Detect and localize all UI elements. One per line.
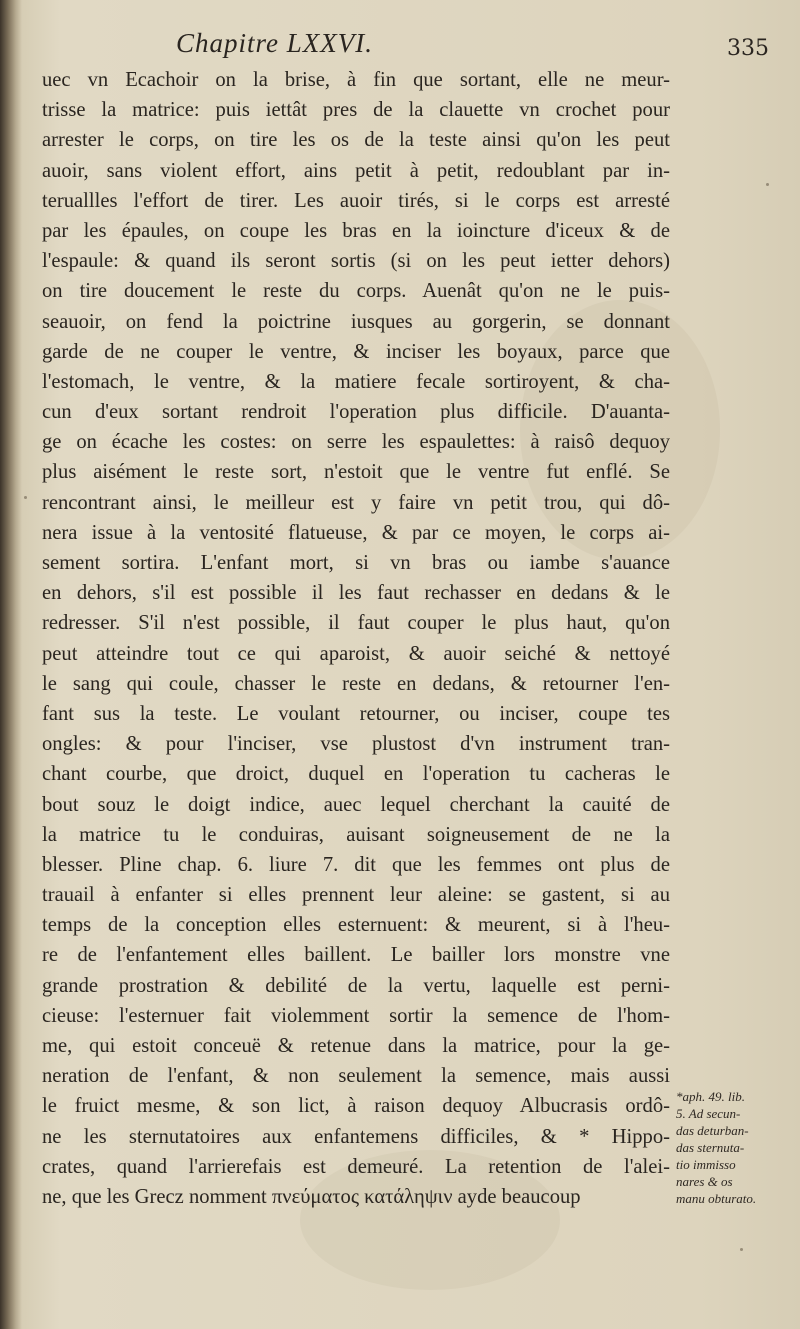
paper-speck [766, 183, 769, 186]
text-line: neration de l'enfant, & non seulement la semence, mais aussi [42, 1065, 670, 1088]
text-line: nera issue à la ventosité flatueuse, & par ce moyen, le corps ai- [42, 521, 670, 544]
text-line: plus aisément le reste sort, n'estoit que le ventre fut enflé. Se [42, 461, 670, 484]
page-number: 335 [727, 36, 769, 61]
margin-note [676, 1088, 794, 1207]
text-line: ongles: & pour l'inciser, vse plustost d'vn instrument tran- [42, 733, 670, 756]
margin-note-line: tio immisso [676, 1157, 736, 1172]
text-line: teruallles l'effort de tirer. Les auoir tirés, si le corps est arresté [42, 189, 670, 212]
text-line: uec vn Ecachoir on la brise, à fin que sortant, elle ne meur- [42, 69, 670, 91]
text-line: fant sus la teste. Le voulant retourner, ou inciser, coupe tes [42, 702, 670, 725]
text-line: redresser. S'il n'est possible, il faut couper le plus haut, qu'on [42, 612, 670, 635]
text-line: en dehors, s'il est possible il les faut rechasser en dedans & le [42, 582, 670, 605]
text-line: bout souz le doigt indice, auec lequel cherchant la cauité de [42, 793, 670, 816]
margin-note-line: nares & os [676, 1174, 733, 1189]
text-line: la matrice tu le conduiras, auisant soigneusement de ne la [42, 823, 670, 846]
text-line: temps de la conception elles esternuent: & meurent, si à l'heu- [42, 914, 670, 937]
text-line: crates, quand l'arrierefais est demeuré. La retention de l'alei- [42, 1155, 670, 1178]
page-header [36, 22, 771, 62]
paper-speck [740, 1248, 743, 1251]
text-line: sement sortira. L'enfant mort, si vn bras ou iambe s'auance [42, 552, 670, 574]
paper-speck [24, 496, 27, 499]
text-line: ne, que les Grecz nomment πνεύματος κατάληψιν ayde beaucoup [42, 1185, 581, 1208]
margin-note-line: das deturban- [676, 1123, 749, 1138]
text-line: seauoir, on fend la poictrine iusques au gorgerin, se donnant [42, 310, 670, 333]
text-line: le fruict mesme, & son lict, à raison dequoy Albucrasis ordô- [42, 1095, 670, 1118]
running-title: Chapitre LXXVI. [176, 28, 373, 58]
text-line: par les épaules, on coupe les bras en la ioincture d'iceux & de [42, 219, 670, 242]
text-line: peut atteindre tout ce qui aparoist, & auoir seiché & nettoyé [42, 642, 670, 665]
text-line: auoir, sans violent effort, ains petit à petit, redoublant par in- [42, 159, 670, 182]
text-line: chant courbe, que droict, duquel en l'operation tu cacheras le [42, 763, 670, 786]
text-line: le sang qui coule, chasser le reste en dedans, & retourner l'en- [42, 672, 670, 695]
text-line: l'espaule: & quand ils seront sortis (si on les peut ietter dehors) [42, 250, 670, 273]
text-line: on tire doucement le reste du corps. Auenât qu'on ne le puis- [42, 280, 670, 303]
margin-note-line: das sternuta- [676, 1140, 745, 1155]
text-line: trauail à enfanter si elles prennent leur aleine: se gastent, si au [42, 884, 670, 907]
margin-note-line: manu obturato. [676, 1191, 757, 1206]
book-spine [0, 0, 22, 1329]
text-line: rencontrant ainsi, le meilleur est y faire vn petit trou, qui dô- [42, 491, 670, 514]
text-line: trisse la matrice: puis iettât pres de la clauette vn crochet pour [42, 99, 670, 122]
text-line: ne les sternutatoires aux enfantemens difficiles, & * Hippo- [42, 1125, 670, 1148]
text-line: me, qui estoit conceuë & retenue dans la matrice, pour la ge- [42, 1035, 670, 1057]
text-line: re de l'enfantement elles baillent. Le bailler lors monstre vne [42, 944, 670, 967]
main-text-block [42, 65, 670, 1212]
text-line: cun d'eux sortant rendroit l'operation plus difficile. D'auanta- [42, 401, 670, 424]
text-line: l'estomach, le ventre, & la matiere fecale sortiroyent, & cha- [42, 370, 670, 393]
margin-note-line: 5. Ad secun- [676, 1106, 741, 1121]
text-line: blesser. Pline chap. 6. liure 7. dit que les femmes ont plus de [42, 853, 670, 876]
text-line: ge on écache les costes: on serre les espaulettes: à raisô dequoy [42, 431, 670, 454]
text-line: grande prostration & debilité de la vertu, laquelle est perni- [42, 974, 670, 997]
text-line: cieuse: l'esternuer fait violemment sortir la semence de l'hom- [42, 1004, 670, 1027]
text-line: garde de ne couper le ventre, & inciser les boyaux, parce que [42, 340, 670, 363]
margin-note-line: *aph. 49. lib. [676, 1089, 745, 1104]
text-line: arrester le corps, on tire les os de la teste ainsi qu'on les peut [42, 129, 670, 152]
